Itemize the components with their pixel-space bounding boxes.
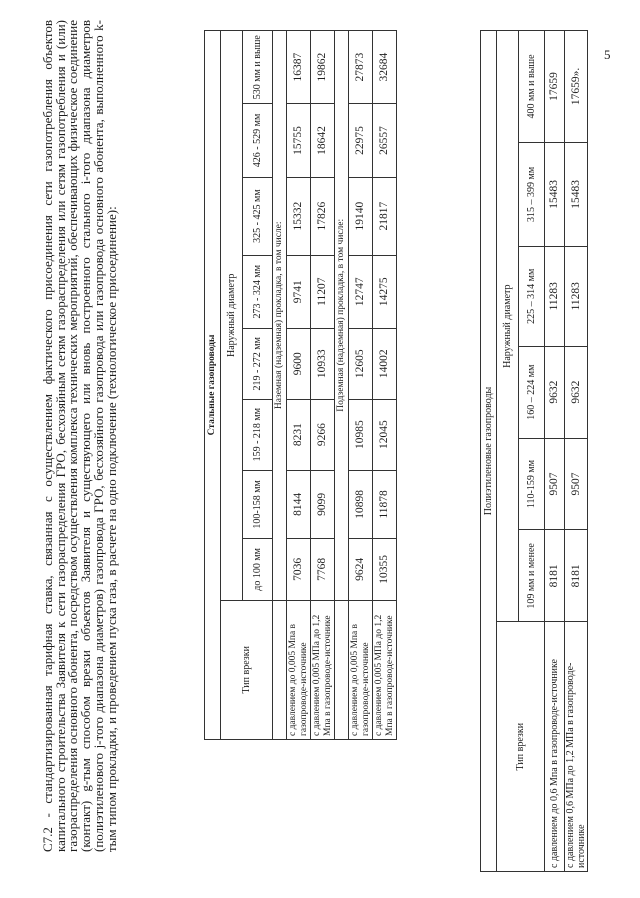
steel-cell: 10355 — [373, 539, 397, 600]
pe-col-header: 400 мм и выше — [519, 31, 545, 143]
pe-col-header: 225 – 314 мм — [519, 246, 545, 346]
steel-cell: 10985 — [349, 399, 373, 470]
pe-row-label: с давлением 0,6 МПа до 1,2 МПа в газопроводе-источнике — [565, 622, 588, 872]
pe-cell: 17659». — [565, 31, 588, 143]
steel-cell: 15332 — [287, 177, 311, 255]
pe-cell: 9507 — [565, 438, 588, 530]
empty-cell — [273, 600, 287, 739]
steel-table-title: Стальные газопроводы — [205, 31, 221, 740]
pe-col-header: 109 мм и менее — [519, 530, 545, 622]
steel-cell: 9266 — [311, 399, 335, 470]
steel-col-header: 219 - 272 мм — [243, 328, 273, 399]
steel-type-header: Тип врезки — [221, 600, 273, 739]
steel-diameter-header: Наружный диаметр — [221, 31, 243, 601]
steel-cell: 15755 — [287, 104, 311, 177]
steel-cell: 22975 — [349, 104, 373, 177]
steel-col-header: 159 - 218 мм — [243, 399, 273, 470]
steel-row-label: с давлением до 0,005 Мпа в газопроводе-источнике — [287, 600, 311, 739]
steel-cell: 11878 — [373, 470, 397, 539]
pe-cell: 15483 — [565, 142, 588, 246]
steel-cell: 9741 — [287, 255, 311, 328]
pe-cell: 15483 — [545, 142, 565, 246]
pe-table-title: Полиэтиленовые газопроводы — [481, 31, 497, 872]
tariff-paragraph: С7.2 - стандартизированная тарифная ставка, связанная с осуществлением фактического присоединения сети газопотребления объектов капитального строительства Заявителя к сети газораспределения ГРО, бесхозяйным сетям газораспределения или сетям газопотребления и (или) газораспределения основного абонента, посредством осуществления комплекса технических мероприятий, обеспечивающих физическое соединение (контакт) g-тым способом врезки объектов Заявителя и существующего или вновь построенного стального i-того диапазона диаметров (полиэтиленового j-того диапазона диаметров) газопровода ГРО, бесхозяйного газопровода или газопровода основного абонента, выполненного k-тым типом прокладки, и проведением пуска газа, в расчете на одно подключение (технологическое присоединение): — [40, 20, 119, 852]
pe-col-header: 315 – 399 мм — [519, 142, 545, 246]
pe-cell: 9507 — [545, 438, 565, 530]
steel-cell: 14275 — [373, 255, 397, 328]
steel-cell: 18642 — [311, 104, 335, 177]
steel-cell: 16387 — [287, 31, 311, 104]
empty-cell — [335, 600, 349, 739]
steel-cell: 9600 — [287, 328, 311, 399]
pe-type-header: Тип врезки — [497, 622, 545, 872]
pe-cell: 11283 — [545, 246, 565, 346]
steel-section-label: Наземная (надземная) прокладка, в том числе: — [273, 31, 287, 601]
steel-cell: 19140 — [349, 177, 373, 255]
steel-col-header: 426 - 529 мм — [243, 104, 273, 177]
pe-cell: 9632 — [565, 346, 588, 438]
page-number: 5 — [604, 47, 611, 62]
steel-cell: 12747 — [349, 255, 373, 328]
steel-cell: 11207 — [311, 255, 335, 328]
steel-cell: 8144 — [287, 470, 311, 539]
pe-cell: 9632 — [545, 346, 565, 438]
steel-cell: 26557 — [373, 104, 397, 177]
rotated-page-content — [38, 18, 626, 880]
steel-row-label: с давлением 0,005 МПа до 1,2 Мпа в газопроводе-источнике — [373, 600, 397, 739]
pe-cell: 8181 — [565, 530, 588, 622]
steel-col-header: 530 мм и выше — [243, 31, 273, 104]
steel-cell: 14002 — [373, 328, 397, 399]
steel-row-label: с давлением до 0,005 Мпа в газопроводе-источнике — [349, 600, 373, 739]
tariff-description — [42, 20, 118, 852]
steel-pipelines-table — [204, 30, 397, 740]
pe-cell: 8181 — [545, 530, 565, 622]
steel-cell: 7036 — [287, 539, 311, 600]
steel-cell: 8231 — [287, 399, 311, 470]
steel-cell: 19862 — [311, 31, 335, 104]
steel-cell: 10898 — [349, 470, 373, 539]
steel-cell: 7768 — [311, 539, 335, 600]
polyethylene-pipelines-table — [480, 30, 588, 872]
steel-cell: 9624 — [349, 539, 373, 600]
steel-cell: 10933 — [311, 328, 335, 399]
steel-cell: 27873 — [349, 31, 373, 104]
steel-section-label: Подземная (надземная) прокладка, в том числе: — [335, 31, 349, 601]
steel-row-label: с давлением 0,005 МПа до 1,2 Мпа в газопроводе-источнике — [311, 600, 335, 739]
steel-col-header: 273 - 324 мм — [243, 255, 273, 328]
pe-diameter-header: Наружный диаметр — [497, 31, 519, 622]
steel-cell: 32684 — [373, 31, 397, 104]
pe-col-header: 160 – 224 мм — [519, 346, 545, 438]
steel-cell: 21817 — [373, 177, 397, 255]
steel-cell: 12605 — [349, 328, 373, 399]
steel-col-header: 100-158 мм — [243, 470, 273, 539]
pe-col-header: 110-159 мм — [519, 438, 545, 530]
steel-col-header: до 100 мм — [243, 539, 273, 600]
steel-cell: 17826 — [311, 177, 335, 255]
steel-cell: 9099 — [311, 470, 335, 539]
pe-cell: 17659 — [545, 31, 565, 143]
steel-col-header: 325 - 425 мм — [243, 177, 273, 255]
pe-row-label: с давлением до 0,6 Мпа в газопроводе-источнике — [545, 622, 565, 872]
steel-cell: 12045 — [373, 399, 397, 470]
pe-cell: 11283 — [565, 246, 588, 346]
